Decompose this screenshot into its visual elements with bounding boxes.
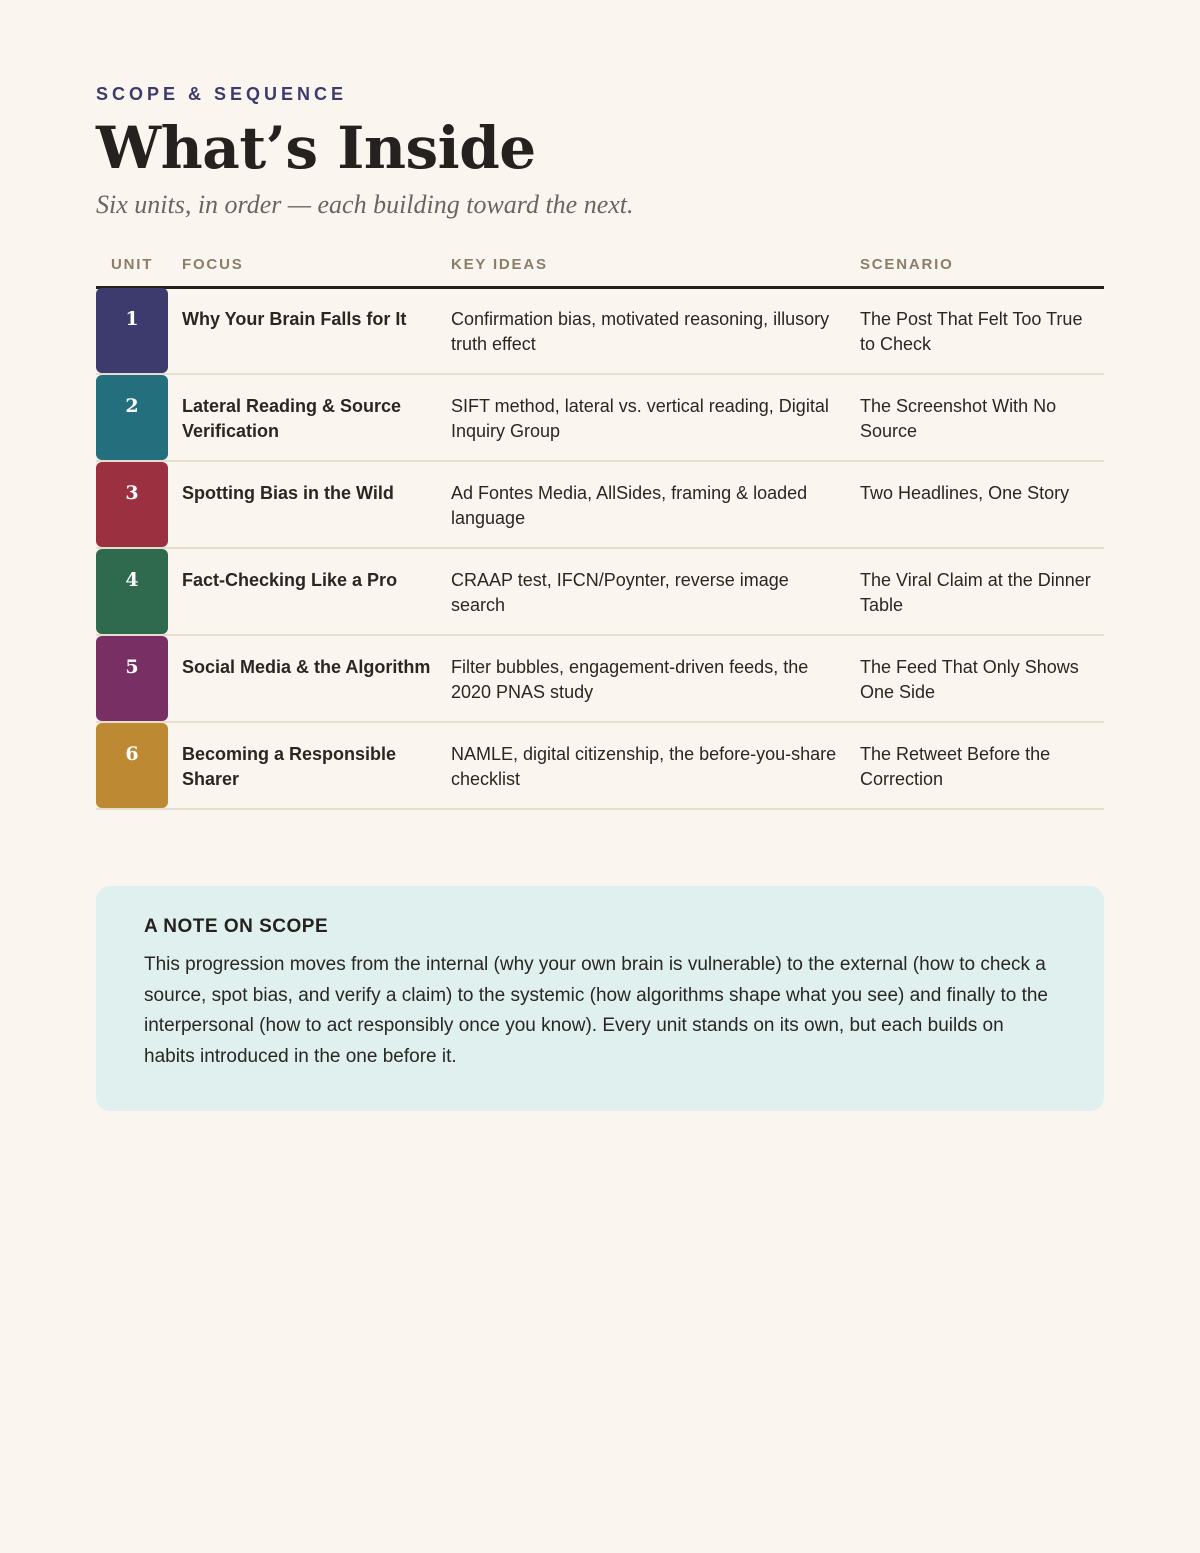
focus-cell: Why Your Brain Falls for It xyxy=(182,309,407,329)
page-subtitle: Six units, in order — each building toward the next. xyxy=(96,190,634,219)
focus-cell: Lateral Reading & Source Verification xyxy=(182,396,402,441)
table-header xyxy=(96,256,1104,289)
page-title: What’s Inside xyxy=(96,114,536,182)
key-ideas-cell: CRAAP test, IFCN/Poynter, reverse image search xyxy=(451,570,789,615)
key-ideas-cell: SIFT method, lateral vs. vertical reading, Digital Inquiry Group xyxy=(451,396,829,441)
focus-cell: Spotting Bias in the Wild xyxy=(182,483,394,503)
scenario-cell: The Feed That Only Shows One Side xyxy=(860,657,1079,702)
table-row xyxy=(96,549,1104,636)
table-row xyxy=(96,723,1104,810)
column-header-unit: UNIT xyxy=(111,256,154,273)
scenario-cell: The Screenshot With No Source xyxy=(860,396,1057,441)
key-ideas-cell: Confirmation bias, motivated reasoning, illusory truth effect xyxy=(451,309,830,354)
unit-number-badge: 1 xyxy=(96,288,168,373)
units-table xyxy=(96,288,1104,810)
focus-cell: Social Media & the Algorithm xyxy=(182,657,431,677)
scenario-cell: Two Headlines, One Story xyxy=(860,483,1070,503)
key-ideas-cell: Filter bubbles, engagement-driven feeds, the 2020 PNAS study xyxy=(451,657,809,702)
key-ideas-cell: NAMLE, digital citizenship, the before-you-share checklist xyxy=(451,744,837,789)
key-ideas-cell: Ad Fontes Media, AllSides, framing & loaded language xyxy=(451,483,808,528)
unit-number-badge: 3 xyxy=(96,462,168,547)
scope-note-callout xyxy=(96,886,1104,1111)
table-row xyxy=(96,288,1104,375)
note-body: This progression moves from the internal (why your own brain is vulnerable) to the external (how to check a source, spot bias, and verify a claim) to the systemic (how algorithms shape what you see) and finally to the interpersonal (how to act responsibly once you know). Every unit stands on its own, but each builds on habits introduced in the one before it. xyxy=(144,954,1048,1067)
unit-number-badge: 4 xyxy=(96,549,168,634)
eyebrow-label: SCOPE & SEQUENCE xyxy=(96,84,348,104)
note-heading: A NOTE ON SCOPE xyxy=(144,916,329,937)
column-header-focus: FOCUS xyxy=(182,256,244,273)
table-row xyxy=(96,375,1104,462)
column-header-key-ideas: KEY IDEAS xyxy=(451,256,548,273)
column-header-scenario: SCENARIO xyxy=(860,256,954,273)
focus-cell: Fact-Checking Like a Pro xyxy=(182,570,398,590)
table-row xyxy=(96,636,1104,723)
unit-number-badge: 6 xyxy=(96,723,168,808)
unit-number-badge: 2 xyxy=(96,375,168,460)
table-row xyxy=(96,462,1104,549)
scenario-cell: The Viral Claim at the Dinner Table xyxy=(860,570,1091,615)
scenario-cell: The Post That Felt Too True to Check xyxy=(860,309,1083,354)
focus-cell: Becoming a Responsible Sharer xyxy=(182,744,397,789)
scenario-cell: The Retweet Before the Correction xyxy=(860,744,1051,789)
unit-number-badge: 5 xyxy=(96,636,168,721)
